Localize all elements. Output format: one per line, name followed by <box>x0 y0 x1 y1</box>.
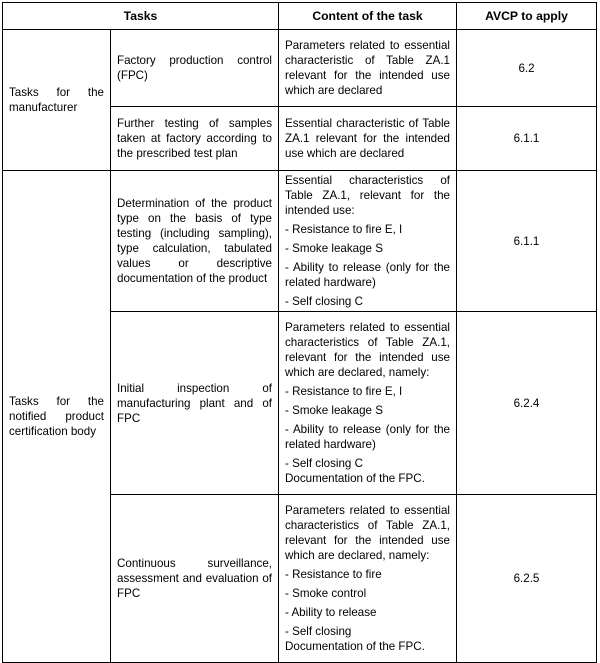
avcp-cell: 6.1.1 <box>457 171 597 312</box>
content-item: - Ability to release <box>285 606 377 619</box>
content-outro: Documentation of the FPC. <box>285 472 425 485</box>
content-cell <box>279 495 457 663</box>
table-row <box>3 30 597 107</box>
task-cell: Continuous surveillance, assessment and evaluation of FPC <box>111 495 279 663</box>
content-item: - Smoke control <box>285 587 367 600</box>
avcp-cell: 6.2.5 <box>457 495 597 663</box>
content-outro: Documentation of the FPC. <box>285 640 425 653</box>
table-row <box>3 171 597 312</box>
header-tasks: Tasks <box>3 3 279 30</box>
content-item: - Ability to release (only for the related hardware) <box>285 261 450 289</box>
content-item: - Ability to release (only for the related hardware) <box>285 423 450 451</box>
content-cell <box>279 171 457 312</box>
content-cell: Essential characteristic of Table ZA.1 relevant for the intended use which are declared <box>279 107 457 171</box>
content-item: - Smoke leakage S <box>285 242 383 255</box>
content-intro: Essential characteristics of Table ZA.1, relevant for the intended use: <box>285 174 450 217</box>
content-item: - Self closing <box>285 625 352 638</box>
avcp-cell: 6.1.1 <box>457 107 597 171</box>
content-item: - Resistance to fire <box>285 568 382 581</box>
task-cell: Initial inspection of manufacturing plant and of FPC <box>111 312 279 495</box>
content-cell: Parameters related to essential characteristic of Table ZA.1 relevant for the intended use which are declared <box>279 30 457 107</box>
header-content: Content of the task <box>279 3 457 30</box>
content-item: - Self closing C <box>285 295 363 308</box>
header-avcp: AVCP to apply <box>457 3 597 30</box>
avcp-cell: 6.2.4 <box>457 312 597 495</box>
task-cell: Factory production control (FPC) <box>111 30 279 107</box>
avcp-cell: 6.2 <box>457 30 597 107</box>
content-item: - Resistance to fire E, I <box>285 223 403 236</box>
content-intro: Parameters related to essential characteristics of Table ZA.1, relevant for the intended use which are declared, namely: <box>285 321 450 379</box>
task-cell: Further testing of samples taken at factory according to the prescribed test plan <box>111 107 279 171</box>
group-label-manufacturer: Tasks for the manufacturer <box>3 30 111 171</box>
content-item: - Self closing C <box>285 457 363 470</box>
content-item: - Resistance to fire E, I <box>285 385 403 398</box>
avcp-task-table <box>2 2 597 663</box>
content-item: - Smoke leakage S <box>285 404 383 417</box>
content-cell <box>279 312 457 495</box>
task-cell: Determination of the product type on the basis of type testing (including sampling), type calculation, tabulated values or descriptive documentation of the product <box>111 171 279 312</box>
content-intro: Parameters related to essential characteristics of Table ZA.1, relevant for the intended use which are declared, namely: <box>285 504 450 562</box>
group-label-notified-body: Tasks for the notified product certification body <box>3 171 111 663</box>
header-row <box>3 3 597 30</box>
